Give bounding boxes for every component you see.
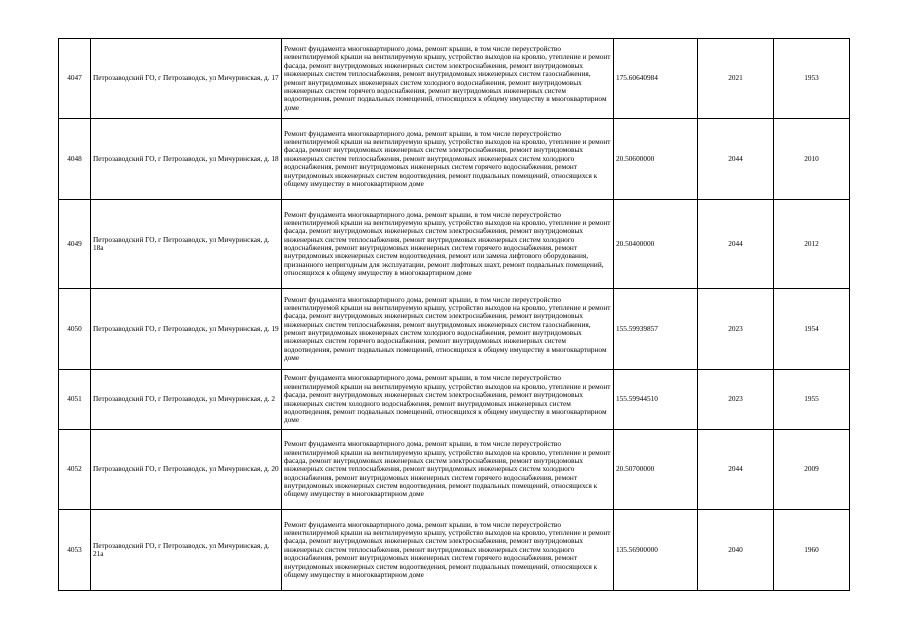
built-year-cell: 1960 [774, 510, 850, 591]
row-number: 4053 [59, 510, 91, 591]
table-row [59, 119, 850, 200]
planned-year-cell: 2023 [698, 289, 774, 370]
works-cell: Ремонт фундамента многоквартирного дома, ремонт крыши, в том числе переустройство невентилируемой крыши на вентилируемую крышу, устройство выходов на кровлю, утепление и ремонт фасада, ремонт внутридомовых инженерных систем электроснабжения, ремонт внутридомовых инженерных систем теплоснабжения, ремонт внутридомовых инженерных систем холодного водоснабжения, ремонт внутридомовых инженерных систем горячего водоснабжения, ремонт внутридомовых инженерных систем водоотведения, ремонт подвальных помещений, относящихся к общему имуществу в многоквартирном доме [282, 510, 614, 591]
table-row [59, 200, 850, 289]
works-cell: Ремонт фундамента многоквартирного дома, ремонт крыши, в том числе переустройство невентилируемой крыши на вентилируемую крышу, устройство выходов на кровлю, утепление и ремонт фасада, ремонт внутридомовых инженерных систем электроснабжения, ремонт внутридомовых инженерных систем теплоснабжения, ремонт внутридомовых инженерных систем газоснабжения, ремонт внутридомовых инженерных систем холодного водоснабжения, ремонт внутридомовых инженерных систем горячего водоснабжения, ремонт внутридомовых инженерных систем водоотведения, ремонт подвальных помещений, относящихся к общему имуществу в многоквартирном доме [282, 289, 614, 370]
address-cell: Петрозаводский ГО, г Петрозаводск, ул Мичуринская, д. 20 [91, 430, 282, 510]
table-row [59, 289, 850, 370]
address-cell: Петрозаводский ГО, г Петрозаводск, ул Мичуринская, д. 2 [91, 370, 282, 430]
works-cell: Ремонт фундамента многоквартирного дома, ремонт крыши, в том числе переустройство невентилируемой крыши на вентилируемую крышу, устройство выходов на кровлю, утепление и ремонт фасада, ремонт внутридомовых инженерных систем электроснабжения, ремонт внутридомовых инженерных систем теплоснабжения, ремонт внутридомовых инженерных систем холодного водоснабжения, ремонт внутридомовых инженерных систем горячего водоснабжения, ремонт внутридомовых инженерных систем водоотведения, ремонт подвальных помещений, относящихся к общему имуществу в многоквартирном доме [282, 430, 614, 510]
planned-year-cell: 2044 [698, 119, 774, 200]
table-row [59, 430, 850, 510]
planned-year-cell: 2023 [698, 370, 774, 430]
address-cell: Петрозаводский ГО, г Петрозаводск, ул Мичуринская, д. 18а [91, 200, 282, 289]
built-year-cell: 2009 [774, 430, 850, 510]
planned-year-cell: 2044 [698, 430, 774, 510]
row-number: 4050 [59, 289, 91, 370]
row-number: 4049 [59, 200, 91, 289]
area-cell: 20.50400000 [614, 200, 698, 289]
planned-year-cell: 2044 [698, 200, 774, 289]
table-row [59, 39, 850, 119]
area-cell: 20.50600000 [614, 119, 698, 200]
built-year-cell: 1953 [774, 39, 850, 119]
built-year-cell: 2012 [774, 200, 850, 289]
area-cell: 155.59939857 [614, 289, 698, 370]
row-number: 4051 [59, 370, 91, 430]
planned-year-cell: 2040 [698, 510, 774, 591]
table-row [59, 370, 850, 430]
works-cell: Ремонт фундамента многоквартирного дома, ремонт крыши, в том числе переустройство невентилируемой крыши на вентилируемую крышу, устройство выходов на кровлю, утепление и ремонт фасада, ремонт внутридомовых инженерных систем электроснабжения, ремонт внутридомовых инженерных систем теплоснабжения, ремонт внутридомовых инженерных систем газоснабжения, ремонт внутридомовых инженерных систем холодного водоснабжения, ремонт внутридомовых инженерных систем горячего водоснабжения, ремонт внутридомовых инженерных систем водоотведения, ремонт подвальных помещений, относящихся к общему имуществу в многоквартирном доме [282, 39, 614, 119]
works-cell: Ремонт фундамента многоквартирного дома, ремонт крыши, в том числе переустройство невентилируемой крыши на вентилируемую крышу, устройство выходов на кровлю, утепление и ремонт фасада, ремонт внутридомовых инженерных систем электроснабжения, ремонт внутридомовых инженерных систем холодного водоснабжения, ремонт внутридомовых инженерных систем водоотведения, ремонт подвальных помещений, относящихся к общему имуществу в многоквартирном доме [282, 370, 614, 430]
table-row [59, 510, 850, 591]
address-cell: Петрозаводский ГО, г Петрозаводск, ул Мичуринская, д. 17 [91, 39, 282, 119]
row-number: 4047 [59, 39, 91, 119]
works-cell: Ремонт фундамента многоквартирного дома, ремонт крыши, в том числе переустройство невентилируемой крыши на вентилируемую крышу, устройство выходов на кровлю, утепление и ремонт фасада, ремонт внутридомовых инженерных систем электроснабжения, ремонт внутридомовых инженерных систем теплоснабжения, ремонт внутридомовых инженерных систем холодного водоснабжения, ремонт внутридомовых инженерных систем горячего водоснабжения, ремонт внутридомовых инженерных систем водоотведения, ремонт или замена лифтового оборудования, признанного непригодным для эксплуатации, ремонт лифтовых шахт, ремонт подвальных помещений, относящихся к общему имуществу в многоквартирном доме [282, 200, 614, 289]
built-year-cell: 2010 [774, 119, 850, 200]
area-cell: 135.56900000 [614, 510, 698, 591]
capital-repair-table [58, 38, 850, 591]
row-number: 4048 [59, 119, 91, 200]
built-year-cell: 1955 [774, 370, 850, 430]
built-year-cell: 1954 [774, 289, 850, 370]
planned-year-cell: 2021 [698, 39, 774, 119]
area-cell: 175.60640984 [614, 39, 698, 119]
row-number: 4052 [59, 430, 91, 510]
address-cell: Петрозаводский ГО, г Петрозаводск, ул Мичуринская, д. 18 [91, 119, 282, 200]
area-cell: 20.50700000 [614, 430, 698, 510]
works-cell: Ремонт фундамента многоквартирного дома, ремонт крыши, в том числе переустройство невентилируемой крыши на вентилируемую крышу, устройство выходов на кровлю, утепление и ремонт фасада, ремонт внутридомовых инженерных систем электроснабжения, ремонт внутридомовых инженерных систем теплоснабжения, ремонт внутридомовых инженерных систем холодного водоснабжения, ремонт внутридомовых инженерных систем горячего водоснабжения, ремонт внутридомовых инженерных систем водоотведения, ремонт подвальных помещений, относящихся к общему имуществу в многоквартирном доме [282, 119, 614, 200]
address-cell: Петрозаводский ГО, г Петрозаводск, ул Мичуринская, д. 21а [91, 510, 282, 591]
address-cell: Петрозаводский ГО, г Петрозаводск, ул Мичуринская, д. 19 [91, 289, 282, 370]
area-cell: 155.59944510 [614, 370, 698, 430]
